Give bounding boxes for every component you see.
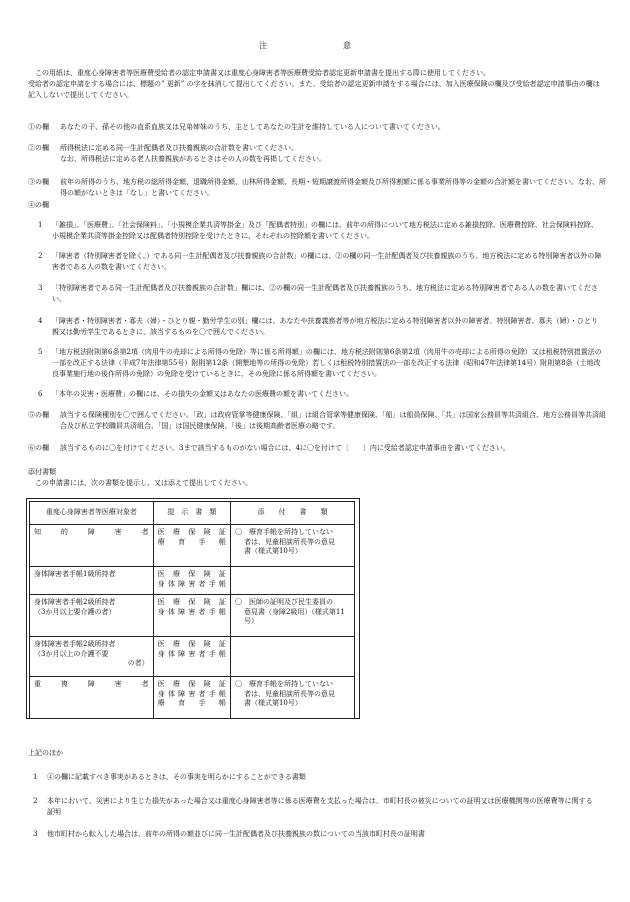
- attach-heading: 添付書類: [28, 468, 56, 476]
- item-5-label: ⑤の欄: [28, 411, 49, 419]
- subitem-1: 1 「雑損」、「医療費」、「社会保険料」、「小規模企業共済等掛金」及び「配偶者特別」の欄には、前年の所得について地方税法に定める雑損控除、医療費控除、社会保険料控除、小規模企業共済等掛金控除又は配偶者特別控除を受けたときに、それぞれの控除額を書いてください。: [38, 221, 598, 240]
- page-title: 注 意: [259, 41, 371, 50]
- item-2-label: ②の欄: [28, 144, 49, 152]
- item-6: [28, 443, 606, 454]
- item-6-label: ⑥の欄: [28, 444, 49, 452]
- item-3-label: ③の欄: [28, 178, 49, 186]
- subitem-3: 3 「特別障害者である同一生計配偶者及び扶養親族の合計数」欄には、②の欄の同一生計配偶者及び扶養親族のうち、地方税法に定める特別障害者である人の数を書いてください。: [38, 284, 598, 303]
- table-header-row: [30, 502, 355, 525]
- subitem-2: 2 「障害者（特別障害者を除く。）である同一生計配偶者及び扶養親族の合計数」の欄には、②の欄の同一生計配偶者及び扶養親族のうち、地方税法に定める特別障害者以外の障害者である人の数を書いてください。: [38, 252, 602, 271]
- intro-line-1: この用紙は、重度心身障害者等医療費受給者の認定申請書又は重度心身障害者等医療費受給者認定更新申請書を提出する際に使用してください。: [35, 69, 490, 77]
- table-row: 重 複 障 害 者 医 療 保 険 証 身体障害者手帳 療 育 手 帳 〇 療育手帳を所持していない 者は、児童相談所長等の意見 書（様式第10号）: [30, 676, 355, 718]
- item-1-label: ①の欄: [28, 123, 49, 131]
- item-5-text: 該当する保険種別を〇で囲んでください。「政」は政府管掌等健康保険、「組」は組合管掌等健康保険、「船」は船員保険、「共」は国家公務員等共済組合、地方公務員等共済組合及び私立学校職員共済組合、「国」は国民健康保険、「後」は後期高齢者医療の略です。: [60, 411, 606, 430]
- header-present: 提 示 書 類: [153, 502, 230, 525]
- attach-table: [29, 501, 355, 719]
- item-1: [28, 122, 606, 133]
- header-attach: 添 付 書 類: [230, 502, 354, 525]
- table-row: 知 的 障 害 者 医 療 保 険 証 療 育 手 帳 〇 療育手帳を所持していない 者は、児童相談所長等の意見 書（様式第10号）: [30, 524, 355, 566]
- others-item-1: 1 ④の欄に記載すべき事実があるときは、その事実を明らかにすることができる書類: [33, 773, 306, 781]
- others-heading: 上記のほか: [28, 749, 63, 757]
- others-item-2: 2 本年において、災害により生じた損失があった場合又は重度心身障害者等に係る医療費を支払った場合は、市町村長の被災についての証明又は医療機関等の医療費等に関する証明: [33, 797, 593, 816]
- intro-line-2: 受給者の認定申請をする場合には、標題の” 更新” の字を抹消して提出してください。また、受給者の認定更新申請をする場合には、加入医療保険の欄及び受給者認定申請事由の欄は記入しないで提出してください。: [28, 79, 600, 99]
- item-3-text: 前年の所得のうち、地方税の総所得金額、退職所得金額、山林所得金額、長期・短期譲渡所得金額及び所得割額に係る事業所得等の金額の合計額を書いてください。なお、所得の額がないときは「なし」と書いてください。: [60, 178, 606, 197]
- intro-block: [28, 68, 606, 101]
- table-row: 身体障害者手帳2級所持者 （3か月以上の介護不要 の者） 医 療 保 険 証 身体障害者手帳: [30, 636, 355, 676]
- item-2: [28, 143, 606, 165]
- item-1-text: あなたの子、孫その他の直系血族又は兄弟姉妹のうち、主としてあなたの生計を維持している人について書いてください。: [60, 123, 445, 131]
- item-6-text: 該当するものに〇を付けてください。3まで該当するものがない場合には、4に〇を付けて〔 〕内に受給者認定申請事由を書いてください。: [60, 444, 510, 452]
- others-item-3: 3 他市町村から転入した場合は、前年の所得の額並びに同一生計配偶者及び扶養親族の数についての当該市町村長の証明書: [33, 830, 425, 838]
- item-2-text-1: 所得税法に定める同一生計配偶者及び扶養親族の合計数を書いてください。: [60, 144, 298, 152]
- subitem-5: 5 「地方税法附則第6条第2項（肉用牛の売却による所得の免除）等に係る所得額」の欄には、地方税法附則第6条第2項（肉用牛の売却による所得の免除）又は租税特別措置法の一部を改正する法律（平成7年法律第55号）附則第12条（開墾地等の所得の免除）若しくは租税特別措置法の一部を改正する法律（昭和47年法律第14号）附則第8条（土地改良事業施行地の後作所得の免除）の免除を受けているときに、その免除に係る所得額を書いてください。: [38, 348, 602, 378]
- subitem-6: 6 「本年の災害・医療費」の欄には、その損失の金額又はあなたの医療費の額を書いてください。: [38, 390, 353, 398]
- item-2-text-2: なお、所得税法に定める老人扶養親族があるときはその人の数を再掲してください。: [60, 154, 326, 163]
- item-3: [28, 177, 606, 199]
- table-row: 身体障害者手帳2級所持者 （3か月以上要介護の者） 医 療 保 険 証 身体障害者手帳 〇 医師の証明及び民生委員の 意見書（身障2級用）（様式第11 号）: [30, 594, 355, 636]
- header-target: 重度心身障害者等医療対象者: [30, 502, 154, 525]
- subitem-4: 4 「障害者・特別障害者・寡夫（婦）・ひとり親・勤労学生の別」欄には、あなたや扶養義務者等が地方税法に定める特別障害者以外の障害者、特別障害者、寡夫（婦）・ひとり親又は勤労学生であるときに、該当するものを〇で囲んでください。: [38, 317, 598, 336]
- item-4-label: ④の欄: [28, 201, 49, 209]
- item-5: [28, 410, 606, 432]
- attach-intro: この申請書には、次の書類を提示し、又は添えて提出してください。: [35, 479, 252, 487]
- table-row: 身体障害者手帳1級所持者 医 療 保 険 証 身体障害者手帳: [30, 566, 355, 594]
